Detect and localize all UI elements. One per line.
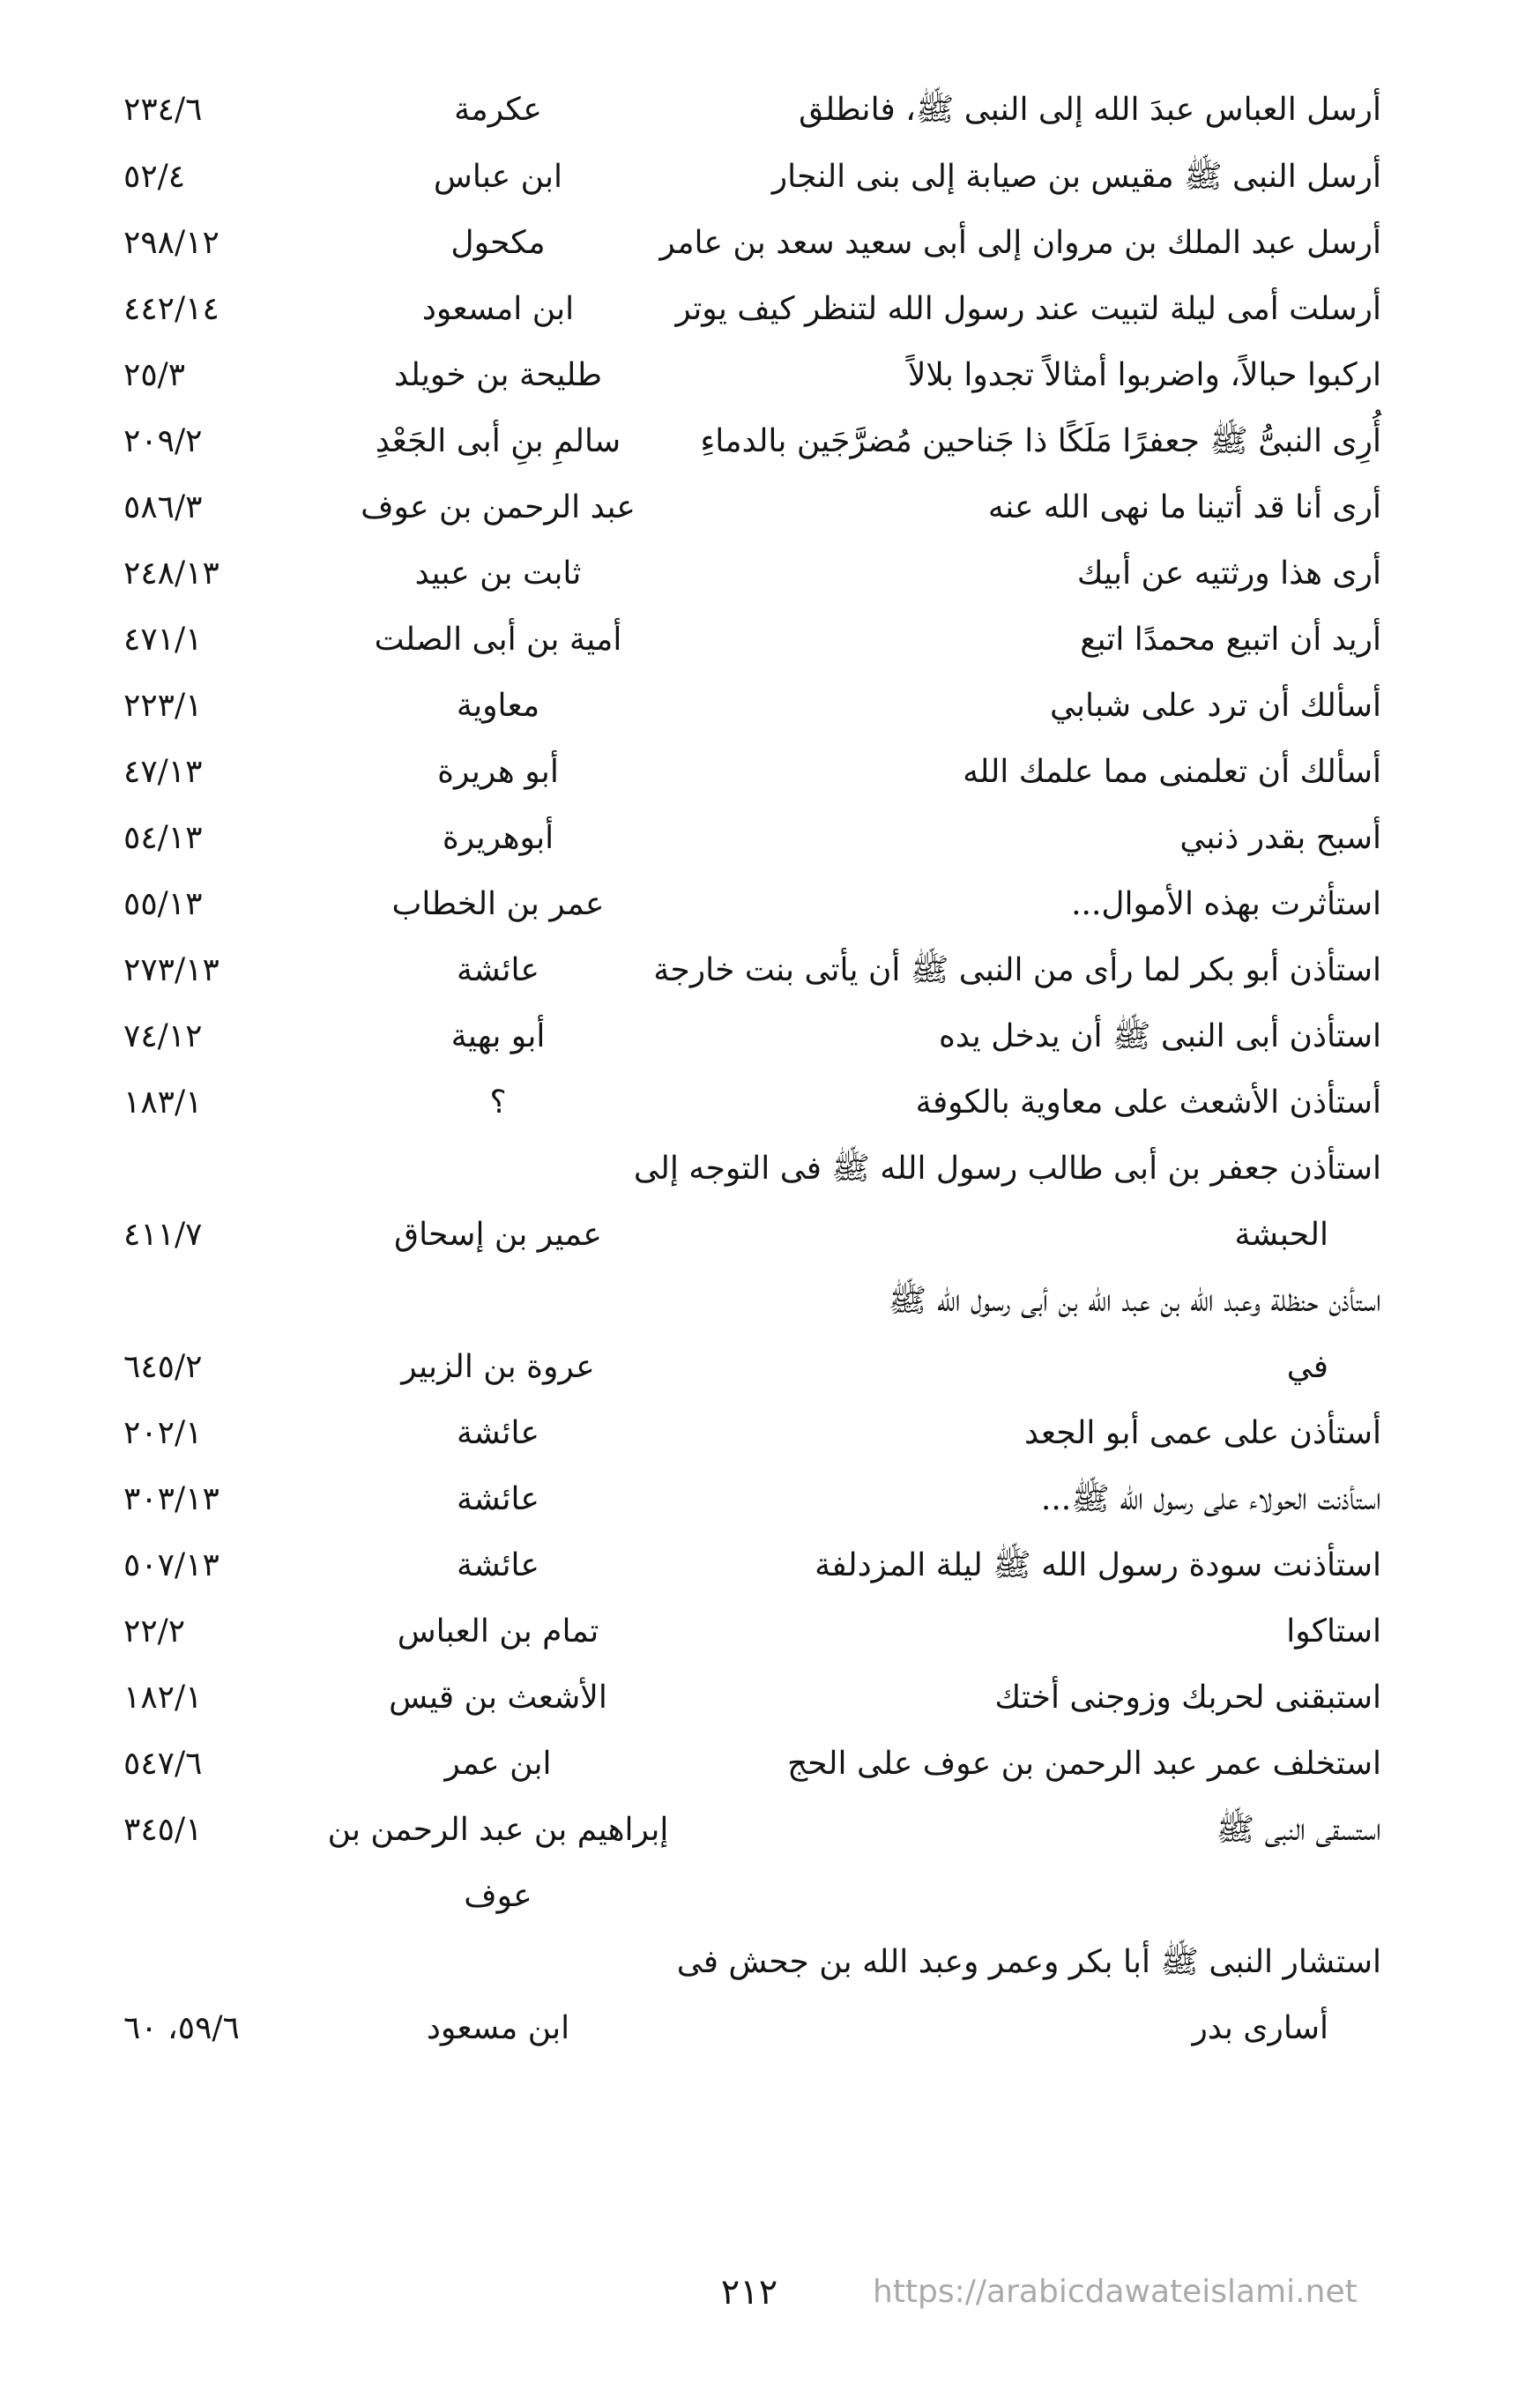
reference: ٤٤٢/١٤ [123,291,219,327]
index-entry [0,1598,1540,1665]
index-entry [0,77,1540,144]
reference: ٣٤٥/١ [123,1812,203,1848]
index-entry [0,1929,1540,1996]
index-entry [0,1466,1540,1533]
page-number: ٢١٢ [720,2272,778,2313]
hadith-text: أرسل العباس عبدَ الله إلى النبى ﷺ، فانطلق [799,92,1381,128]
narrator: عروة بن الزبير [401,1349,595,1385]
index-entry [0,871,1540,938]
hadith-text: استأثرت بهذه الأموال... [1071,886,1381,922]
narrator [304,1929,692,1996]
narrator [304,1136,692,1203]
hadith-text: استأذن حنظلة وعبد الله بن عبد الله بن أبى رسول الله ﷺ [888,1283,1381,1319]
reference: ٢٤٨/١٣ [123,555,219,592]
narrator: عوف [464,1878,532,1914]
index-entry [0,607,1540,674]
narrator: أبو بهية [450,1018,546,1054]
hadith-text: استأذنت الحولاء على رسول الله ﷺ... [1040,1481,1381,1517]
reference: ٤٧١/١ [123,622,203,658]
hadith-text: الحبشة [1234,1217,1328,1253]
reference: ٥٤/١٣ [123,820,203,856]
reference: ٥٩/٦، ٦٠ [123,2010,240,2046]
reference [123,1268,291,1335]
index-entry [0,937,1540,1004]
hadith-text: أسارى بدر [1192,2010,1328,2046]
narrator: ابن مسعود [426,2010,570,2046]
index-entry [0,408,1540,475]
reference [123,1929,291,1996]
narrator: أبو هريرة [437,754,559,790]
narrator: ثابت بن عبيد [414,555,582,592]
hadith-text: استخلف عمر عبد الرحمن بن عوف على الحج [787,1746,1381,1782]
narrator: عائشة [457,1415,539,1451]
hadith-text: في [1286,1349,1328,1385]
index-entry [0,673,1540,740]
reference: ٢٠٢/١ [123,1415,203,1451]
narrator [304,1268,692,1335]
narrator: عمر بن الخطاب [391,886,605,922]
reference: ٥٥/١٣ [123,886,203,922]
reference: ٣٠٣/١٣ [123,1481,219,1517]
index-entry [0,144,1540,211]
hadith-text: استبقنى لحربك وزوجنى أختك [994,1680,1381,1716]
hadith-text: استأذن جعفر بن أبى طالب رسول الله ﷺ فى التوجه إلى [633,1151,1381,1187]
index-entry-continuation [0,1863,1540,1930]
narrator: عبد الرحمن بن عوف [361,489,636,525]
reference: ٥٨٦/٣ [123,489,203,525]
narrator: الأشعث بن قيس [389,1680,607,1716]
index-entry [0,1069,1540,1136]
hadith-text: أسألك أن ترد على شبابي [1050,688,1381,724]
narrator: عكرمة [454,92,542,128]
hadith-text: أرسلت أمى ليلة لتبيت عند رسول الله لتنظر كيف يوتر [675,291,1381,327]
hadith-text: استسقى النبى ﷺ [1216,1812,1381,1848]
narrator: عائشة [457,1547,539,1583]
index-entry [0,342,1540,409]
narrator: ؟ [489,1084,507,1121]
hadith-text: أستأذن الأشعث على معاوية بالكوفة [915,1084,1381,1121]
index-entry-continuation [0,1202,1540,1269]
reference [123,1863,291,1930]
narrator: سالمِ بنِ أبى الجَعْدِ [375,423,621,459]
reference: ٦٤٥/٢ [123,1349,203,1385]
hadith-text: اركبوا حبالاً، واضربوا أمثالاً تجدوا بلالاً [907,357,1381,393]
index-entry [0,210,1540,277]
narrator: عمير بن إسحاق [394,1217,602,1253]
index-entry [0,739,1540,806]
hadith-text: استأذن أبى النبى ﷺ أن يدخل يده [939,1018,1381,1054]
index-entry [0,1797,1540,1864]
hadith-text: أرسل النبى ﷺ مقيس بن صيابة إلى بنى النجار [771,159,1381,195]
reference: ٥٠٧/١٣ [123,1547,219,1583]
narrator: تمام بن العباس [397,1613,599,1650]
narrator: أمية بن أبى الصلت [374,622,622,658]
reference: ٥٤٧/٦ [123,1746,203,1782]
index-entry [0,474,1540,541]
hadith-text: أُرِى النبىُّ ﷺ جعفرًا مَلَكًا ذا جَناحين مُضرَّجَين بالدماءِ [700,423,1381,459]
index-entry [0,1003,1540,1070]
index-entry [0,1136,1540,1203]
hadith-text: أريد أن اتبيع محمدًا اتبع [1080,622,1381,658]
watermark-url: https://arabicdawateislami.net [873,2274,1358,2310]
hadith-text: أستأذن على عمى أبو الجعد [1023,1415,1381,1451]
hadith-text: استأذن أبو بكر لما رأى من النبى ﷺ أن يأتى بنت خارجة [653,952,1381,988]
reference: ٤٧/١٣ [123,754,203,790]
reference: ٢٧٣/١٣ [123,952,219,988]
index-entry [0,1665,1540,1732]
hadith-text: أرسل عبد الملك بن مروان إلى أبى سعيد سعد بن عامر [659,225,1381,261]
hadith-text: استاكوا [1286,1613,1381,1650]
reference: ٢٥/٣ [123,357,186,393]
narrator: ابن امسعود [421,291,575,327]
index-entry [0,1400,1540,1467]
narrator: إبراهيم بن عبد الرحمن بن [327,1812,669,1848]
narrator: عائشة [457,952,539,988]
reference: ١٨٣/١ [123,1084,203,1121]
index-entry [0,1731,1540,1798]
hadith-text: أسألك أن تعلمنى مما علمك الله [963,754,1381,790]
narrator: مكحول [450,225,546,261]
index-entry [0,540,1540,607]
reference: ٤١١/٧ [123,1217,203,1253]
index-entry [0,1268,1540,1335]
hadith-text: أرى هذا ورثتيه عن أبيك [1076,555,1381,592]
narrator: طليحة بن خويلد [394,357,602,393]
hadith-text: أسبح بقدر ذنبي [1179,820,1381,856]
reference: ٢٢/٢ [123,1613,186,1650]
index-entry-continuation [0,1995,1540,2062]
reference: ٥٢/٤ [123,159,186,195]
page-footer [0,2266,1540,2319]
index-entry [0,805,1540,872]
hadith-text: استشار النبى ﷺ أبا بكر وعمر وعبد الله بن جحش فى [676,1944,1381,1980]
hadith-text: استأذنت سودة رسول الله ﷺ ليلة المزدلفة [815,1547,1381,1583]
index-entry [0,276,1540,343]
reference: ٢٢٣/١ [123,688,203,724]
reference: ٢٠٩/٢ [123,423,203,459]
narrator: عائشة [457,1481,539,1517]
index-entry-continuation [0,1334,1540,1401]
narrator: معاوية [456,688,540,724]
index-entry [0,1532,1540,1599]
reference [123,1136,291,1203]
hadith-text: أرى أنا قد أتينا ما نهى الله عنه [987,489,1381,525]
narrator: أبوهريرة [442,820,554,856]
reference: ٧٤/١٢ [123,1018,203,1054]
reference: ٢٩٨/١٢ [123,225,219,261]
reference: ١٨٢/١ [123,1680,203,1716]
narrator: ابن عباس [433,159,563,195]
reference: ٢٣٤/٦ [123,92,203,128]
narrator: ابن عمر [444,1746,552,1782]
